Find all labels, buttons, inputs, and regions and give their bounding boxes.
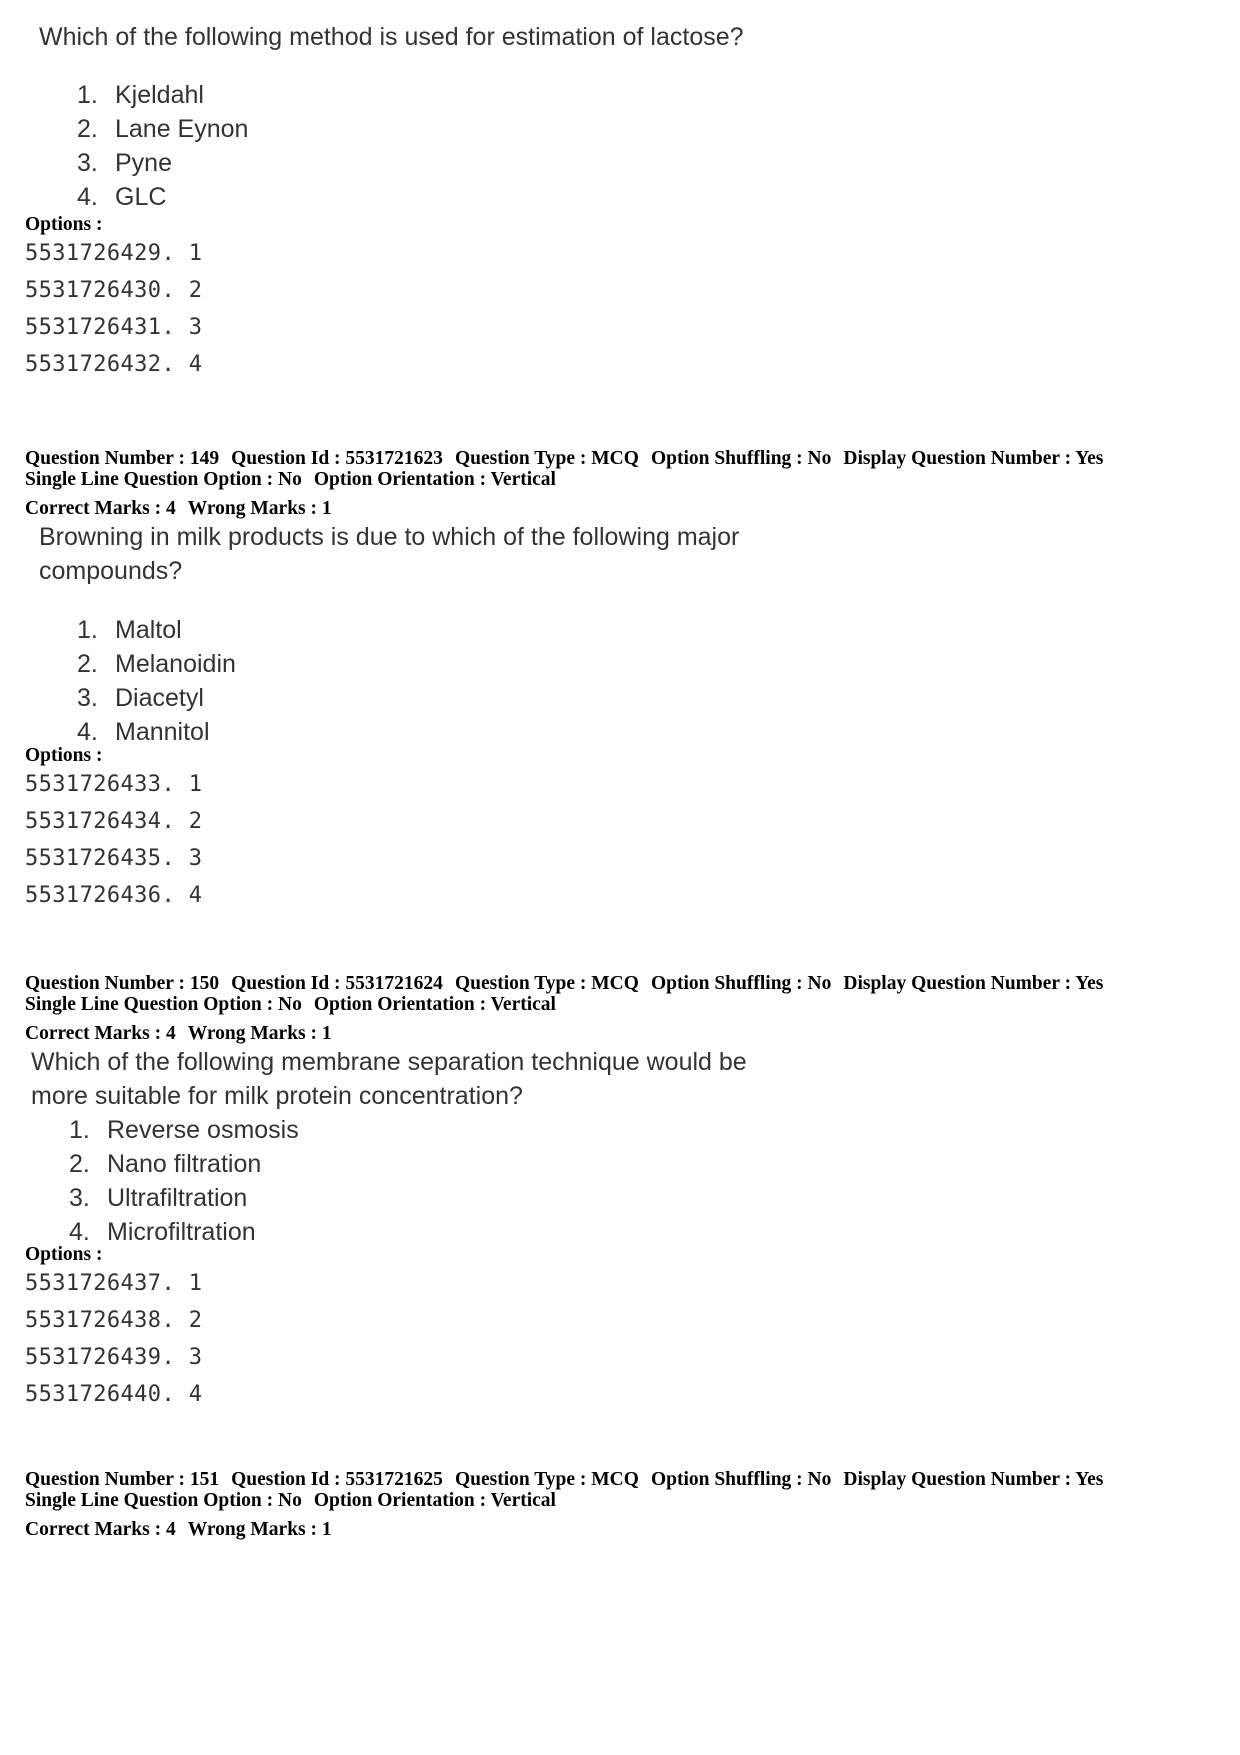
- question-number: Question Number : 150: [25, 973, 220, 994]
- question-stem: [39, 520, 739, 588]
- choice-number: 1.: [77, 81, 98, 109]
- option-shuffling: Option Shuffling : No: [650, 973, 832, 994]
- question-meta-line: [25, 1470, 1103, 1490]
- option-item: 5531726429. 1: [25, 241, 203, 266]
- option-item: 5531726440. 4: [25, 1382, 203, 1407]
- choice-number: 2.: [77, 115, 98, 143]
- correct-marks: Correct Marks : 4: [25, 498, 176, 519]
- question-meta-line: [25, 1491, 556, 1511]
- choice-number: 2.: [77, 650, 98, 678]
- choice-text: Nano filtration: [107, 1150, 262, 1178]
- choice-text: Ultrafiltration: [107, 1184, 248, 1212]
- question-meta-line: [25, 974, 1103, 994]
- option-item: 5531726439. 3: [25, 1345, 203, 1370]
- correct-marks: Correct Marks : 4: [25, 1519, 176, 1540]
- choice-number: 1.: [69, 1116, 90, 1144]
- question-stem: [39, 20, 744, 54]
- choice-text: Kjeldahl: [115, 81, 204, 109]
- question-choices: [69, 1113, 299, 1249]
- wrong-marks: Wrong Marks : 1: [187, 1023, 332, 1044]
- question-stem: [31, 1045, 747, 1113]
- question-meta-line: [25, 470, 556, 490]
- display-question-number: Display Question Number : Yes: [843, 1469, 1104, 1490]
- question-number: Question Number : 149: [25, 448, 220, 469]
- question-stem-line: Which of the following membrane separation technique would be: [31, 1048, 747, 1076]
- display-question-number: Display Question Number : Yes: [843, 973, 1104, 994]
- choice-text: GLC: [115, 183, 167, 211]
- question-number: Question Number : 151: [25, 1469, 220, 1490]
- choice-number: 4.: [69, 1218, 90, 1246]
- option-item: 5531726435. 3: [25, 846, 203, 871]
- question-id: Question Id : 5531721623: [231, 448, 443, 469]
- choice-item: [77, 715, 236, 749]
- choice-text: Lane Eynon: [115, 115, 249, 143]
- marks-line: [25, 1520, 332, 1540]
- options-list: [25, 766, 202, 914]
- choice-text: Mannitol: [115, 718, 210, 746]
- option-shuffling: Option Shuffling : No: [650, 1469, 832, 1490]
- option-item: 5531726438. 2: [25, 1308, 203, 1333]
- options-list: [25, 1265, 202, 1413]
- question-stem-line: Which of the following method is used for estimation of lactose?: [39, 23, 744, 51]
- display-question-number: Display Question Number : Yes: [843, 448, 1104, 469]
- choice-text: Diacetyl: [115, 684, 204, 712]
- question-type: Question Type : MCQ: [454, 448, 639, 469]
- choice-number: 1.: [77, 616, 98, 644]
- option-item: 5531726434. 2: [25, 809, 203, 834]
- question-choices: [77, 613, 236, 749]
- choice-number: 3.: [77, 684, 98, 712]
- option-item: 5531726437. 1: [25, 1271, 203, 1296]
- choice-item: [77, 146, 248, 180]
- option-shuffling: Option Shuffling : No: [650, 448, 832, 469]
- choice-text: Reverse osmosis: [107, 1116, 299, 1144]
- question-meta-line: [25, 995, 556, 1015]
- marks-line: [25, 1024, 332, 1044]
- correct-marks: Correct Marks : 4: [25, 1023, 176, 1044]
- choice-item: [69, 1215, 299, 1249]
- single-line-option: Single Line Question Option : No: [25, 994, 302, 1015]
- option-orientation: Option Orientation : Vertical: [313, 469, 556, 490]
- choice-item: [69, 1113, 299, 1147]
- choice-item: [77, 681, 236, 715]
- question-stem-line: compounds?: [39, 557, 183, 585]
- question-meta-line: [25, 449, 1103, 469]
- options-heading: Options :: [25, 745, 103, 766]
- single-line-option: Single Line Question Option : No: [25, 469, 302, 490]
- question-stem-line: more suitable for milk protein concentration?: [31, 1082, 523, 1110]
- option-orientation: Option Orientation : Vertical: [313, 994, 556, 1015]
- option-item: 5531726432. 4: [25, 352, 203, 377]
- options-heading: Options :: [25, 214, 103, 235]
- choice-item: [77, 180, 248, 214]
- choice-number: 4.: [77, 183, 98, 211]
- wrong-marks: Wrong Marks : 1: [187, 498, 332, 519]
- choice-item: [77, 613, 236, 647]
- options-heading: Options :: [25, 1244, 103, 1265]
- question-type: Question Type : MCQ: [454, 973, 639, 994]
- question-id: Question Id : 5531721624: [231, 973, 443, 994]
- question-choices: [77, 78, 248, 214]
- choice-item: [69, 1181, 299, 1215]
- options-list: [25, 235, 202, 383]
- choice-number: 2.: [69, 1150, 90, 1178]
- question-stem-line: Browning in milk products is due to which of the following major: [39, 523, 740, 551]
- option-item: 5531726436. 4: [25, 883, 203, 908]
- choice-number: 4.: [77, 718, 98, 746]
- choice-item: [69, 1147, 299, 1181]
- single-line-option: Single Line Question Option : No: [25, 1490, 302, 1511]
- option-item: 5531726430. 2: [25, 278, 203, 303]
- choice-number: 3.: [69, 1184, 90, 1212]
- choice-text: Melanoidin: [115, 650, 236, 678]
- option-item: 5531726433. 1: [25, 772, 203, 797]
- question-id: Question Id : 5531721625: [231, 1469, 443, 1490]
- wrong-marks: Wrong Marks : 1: [187, 1519, 332, 1540]
- choice-item: [77, 78, 248, 112]
- choice-item: [77, 112, 248, 146]
- choice-text: Microfiltration: [107, 1218, 256, 1246]
- question-type: Question Type : MCQ: [454, 1469, 639, 1490]
- choice-number: 3.: [77, 149, 98, 177]
- choice-text: Maltol: [115, 616, 182, 644]
- choice-text: Pyne: [115, 149, 172, 177]
- option-orientation: Option Orientation : Vertical: [313, 1490, 556, 1511]
- choice-item: [77, 647, 236, 681]
- option-item: 5531726431. 3: [25, 315, 203, 340]
- marks-line: [25, 499, 332, 519]
